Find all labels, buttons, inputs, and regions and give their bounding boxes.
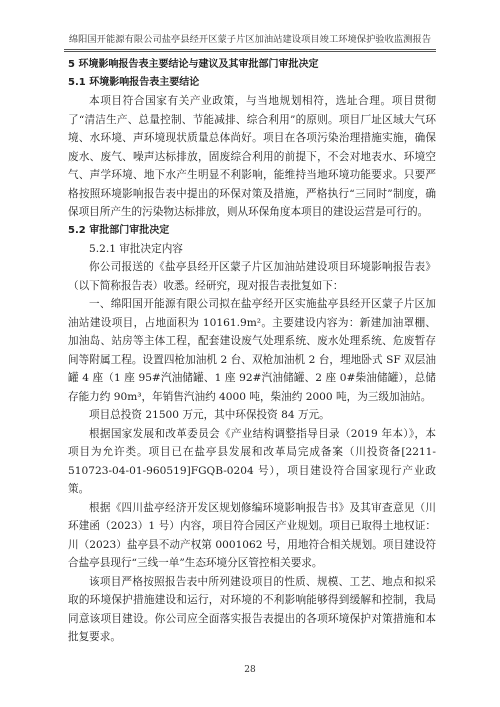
subsection-heading-5-1: 5.1 环境影响报告表主要结论 [68,77,200,88]
approval-paragraph: 你公司报送的《盐亭县经开区蒙子片区加油站建设项目环境影响报告表》（以下简称报告表）收悉。经研究，现对报告表批复如下： [68,261,436,292]
subsection-heading-5-2: 5.2 审批部门审批决定 [68,224,170,236]
header-divider-thin [64,51,436,52]
page-content [68,56,436,647]
page-header: 绵阳国开能源有限公司盐亭县经开区蒙子片区加油站建设项目竣工环境保护验收监测报告 [68,34,432,45]
approval-paragraph: 该项目严格按照报告表中所列建设项目的性质、规模、工艺、地点和拟采取的环境保护措施建设和运行，对环境的不利影响能够得到缓解和控制，我局同意该项目建设。你公司应全面落实报告表提出的各项环境保护对策措施和本批复要求。 [68,575,436,643]
header-divider [64,49,436,50]
approval-paragraph: 根据国家发展和改革委员会《产业结构调整指导目录（2019 年本）》，本项目为允许类。项目已在盐亭县发展和改革局完成备案（川投资备[2211-510723-04-01-960519]FGQB-0204 号），项目建设符合国家现行产业政策。 [68,427,436,495]
subsubsection-heading-5-2-1: 5.2.1 审批决定内容 [89,242,183,255]
approval-paragraph: 项目总投资 21500 万元，其中环保投资 84 万元。 [89,409,330,421]
approval-paragraph: 一、绵阳国开能源有限公司拟在盐亭经开区实施盐亭县经开区蒙子片区加油站建设项目，占地面积为 10161.9m²。主要建设内容为：新建加油罩棚、加油岛、站房等主体工程，配套建设废气处理系统、废水处理系统、危废暂存间等附属工程。设置四枪加油机 2 台、双枪加油机 2 台，埋地卧式 SF 双层油罐 4 座（1 座 95#汽油储罐、1 座 92#汽油储罐、2 座 0#柴油储罐），总储存能力约 90m³，年销售汽油约 4000 吨，柴油约 2000 吨，为三级加油站。 [68,298,436,403]
page-number: 28 [244,665,256,675]
approval-paragraph: 根据《四川盐亭经济开发区规划修编环境影响报告书》及其审查意见（川环建函（2023）1 号）内容，项目符合园区产业规划。项目已取得土地权证：川（2023）盐亭县不动产权第 0001062 号，用地符合相关规划。项目建设符合盐亭县现行“三线一单”生态环境分区管控相关要求。 [68,501,436,569]
section-heading: 5 环境影响报告表主要结论与建议及其审批部门审批决定 [68,59,319,70]
conclusion-paragraph: 本项目符合国家有关产业政策，与当地规划相符，选址合理。项目贯彻了“清洁生产、总量控制、节能减排、综合利用”的原则。项目厂址区域大气环境、水环境、声环境现状质量总体尚好。项目在各项污染治理措施实施，确保废水、废气、噪声达标排放，固废综合利用的前提下，不会对地表水、环境空气、声学环境、地下水产生明显不利影响，能维持当地环境功能要求。只要严格按照环境影响报告表中提出的环保对策及措施，严格执行“三同时”制度，确保项目所产生的污染物达标排放，则从环保角度本项目的建设运营是可行的。 [68,95,436,218]
